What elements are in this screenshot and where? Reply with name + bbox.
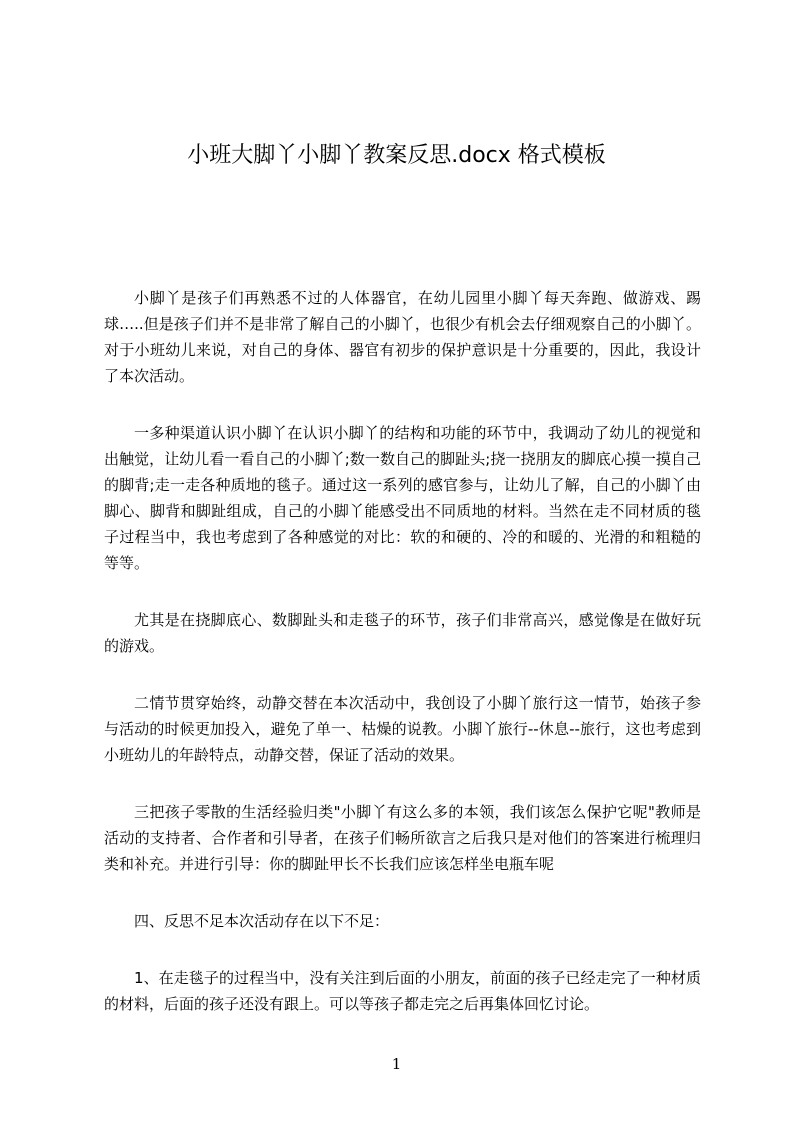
paragraph-storyline: 二情节贯穿始终，动静交替在本次活动中，我创设了小脚丫旅行这一情节，始孩子参与活动的时候更加投入，避免了单一、枯燥的说教。小脚丫旅行--休息--旅行，这也考虑到小班幼儿的年龄特点，动静交替，保证了活动的效果。 [104, 694, 701, 764]
page-number: 1 [391, 1055, 402, 1073]
paragraph-multi-channel: 一多种渠道认识小脚丫在认识小脚丫的结构和功能的环节中，我调动了幼儿的视觉和出触觉，让幼儿看一看自己的小脚丫;数一数自己的脚趾头;挠一挠朋友的脚底心摸一摸自己的脚背;走一走各种质地的毯子。通过这一系列的感官参与，让幼儿了解，自己的小脚丫由脚心、脚背和脚趾组成，自己的小脚丫能感受出不同质地的材料。当然在走不同材质的毯子过程当中，我也考虑到了各种感觉的对比：软的和硬的、冷的和暖的、光滑的和粗糙的等等。 [104, 424, 701, 572]
paragraph-especially: 尤其是在挠脚底心、数脚趾头和走毯子的环节，孩子们非常高兴，感觉像是在做好玩的游戏。 [104, 611, 701, 655]
paragraph-intro: 小脚丫是孩子们再熟悉不过的人体器官，在幼儿园里小脚丫每天奔跑、做游戏、踢球…..但是孩子们并不是非常了解自己的小脚丫，也很少有机会去仔细观察自己的小脚丫。对于小班幼儿来说，对自己的身体、器官有初步的保护意识是十分重要的，因此，我设计了本次活动。 [104, 289, 701, 385]
paragraph-classify: 三把孩子零散的生活经验归类"小脚丫有这么多的本领，我们该怎么保护它呢"教师是活动的支持者、合作者和引导者，在孩子们畅所欲言之后我只是对他们的答案进行梳理归类和补充。并进行引导：你的脚趾甲长不长我们应该怎样坐电瓶车呢 [104, 803, 701, 873]
paragraph-reflection-heading: 四、反思不足本次活动存在以下不足： [134, 912, 390, 930]
document-title: 小班大脚丫小脚丫教案反思.docx 格式模板 [187, 143, 606, 168]
document-body [104, 285, 701, 1048]
paragraph-shortcoming-1: 1、在走毯子的过程当中，没有关注到后面的小朋友，前面的孩子已经走完了一种材质的材料，后面的孩子还没有跟上。可以等孩子都走完之后再集体回忆讨论。 [104, 969, 701, 1013]
